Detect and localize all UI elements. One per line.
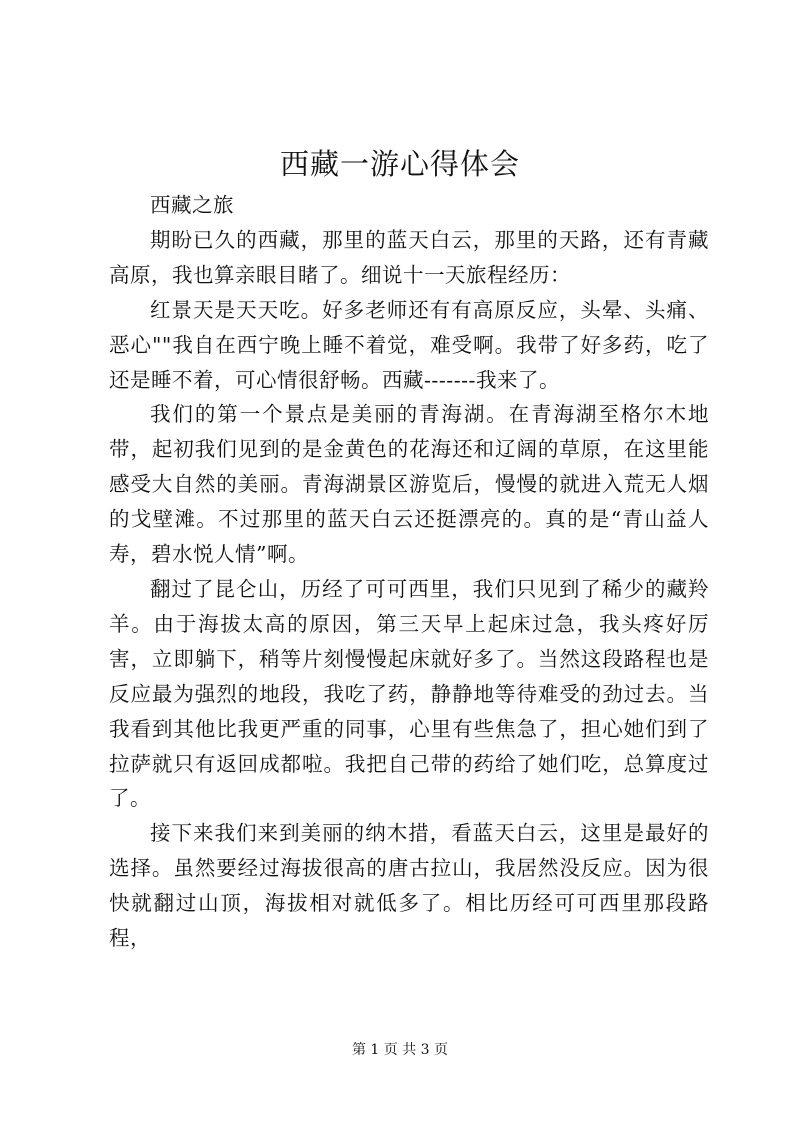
page-footer: 第 1 页 共 3 页 — [351, 1042, 449, 1058]
paragraph-subtitle: 西藏之旅 — [150, 193, 234, 217]
paragraph: 接下来我们来到美丽的纳木措，看蓝天白云，这里是最好的选择。虽然要经过海拔很高的唐古拉山，我居然没反应。因为很快就翻过山顶，海拔相对就低多了。相比历经可可西里那段路程， — [109, 821, 709, 951]
paragraph: 红景天是天天吃。好多老师还有有高原反应，头晕、头痛、恶心""我自在西宁晚上睡不着觉，难受啊。我带了好多药，吃了还是睡不着，可心情很舒畅。西藏-------我来了。 — [109, 297, 709, 392]
paragraph: 期盼已久的西藏，那里的蓝天白云，那里的天路，还有青藏高原，我也算亲眼目睹了。细说十一天旅程经历： — [109, 227, 709, 287]
paragraph: 我们的第一个景点是美丽的青海湖。在青海湖至格尔木地带，起初我们见到的是金黄色的花海还和辽阔的草原，在这里能感受大自然的美丽。青海湖景区游览后，慢慢的就进入荒无人烟的戈壁滩。不过那里的蓝天白云还挺漂亮的。真的是“青山益人寿，碧水悦人情”啊。 — [109, 402, 709, 567]
document-title: 西藏一游心得体会 — [279, 147, 520, 181]
paragraph: 翻过了昆仑山，历经了可可西里，我们只见到了稀少的藏羚羊。由于海拔太高的原因，第三天早上起床过急，我头疼好厉害，立即躺下，稍等片刻慢慢起床就好多了。当然这段路程也是反应最为强烈的地段，我吃了药，静静地等待难受的劲过去。当我看到其他比我更严重的同事，心里有些焦急了，担心她们到了拉萨就只有返回成都啦。我把自己带的药给了她们吃，总算度过了。 — [109, 576, 709, 811]
document-body — [109, 188, 709, 956]
